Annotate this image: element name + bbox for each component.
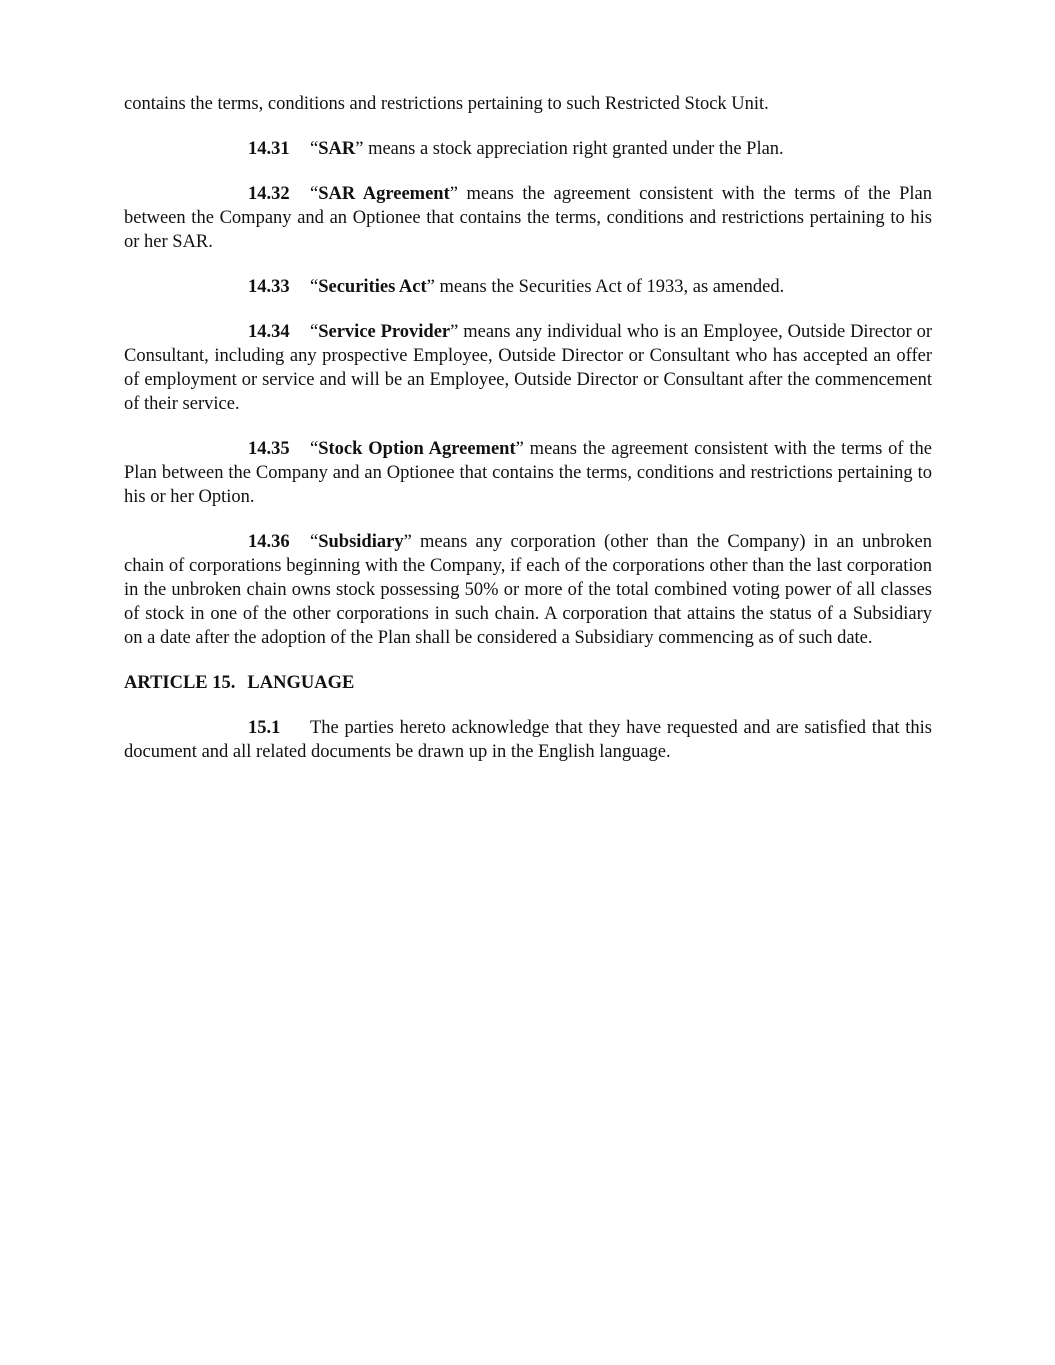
section-number: 14.35 bbox=[248, 439, 290, 459]
close-quote: ” bbox=[450, 322, 459, 342]
definition-14-35 bbox=[124, 437, 932, 509]
open-quote: “ bbox=[310, 277, 319, 297]
article-label: ARTICLE 15. bbox=[124, 673, 236, 693]
open-quote: “ bbox=[310, 139, 319, 159]
section-number: 14.32 bbox=[248, 184, 290, 204]
open-quote: “ bbox=[310, 184, 319, 204]
section-number: 14.33 bbox=[248, 277, 290, 297]
defined-term: Securities Act bbox=[318, 277, 427, 297]
definition-text: means the agreement consistent with the terms of the Plan between the Company and an Optionee that contains the terms, conditions and restrictions pertaining to his or her Option. bbox=[124, 439, 932, 507]
continuation-paragraph: contains the terms, conditions and restrictions pertaining to such Restricted Stock Unit. bbox=[124, 94, 769, 114]
close-quote: ” bbox=[449, 184, 458, 204]
defined-term: Subsidiary bbox=[318, 532, 404, 552]
document-page bbox=[124, 92, 932, 785]
article-title: LANGUAGE bbox=[247, 673, 355, 693]
definition-text: means any individual who is an Employee, Outside Director or Consultant, including any prospective Employee, Outside Director or Consultant who has accepted an offer of employment or service and will be an Employee, Outside Director or Consultant after the commencement of their service. bbox=[124, 322, 932, 414]
defined-term: Stock Option Agreement bbox=[318, 439, 516, 459]
close-quote: ” bbox=[515, 439, 524, 459]
close-quote: ” bbox=[403, 532, 412, 552]
clause-text: The parties hereto acknowledge that they have requested and are satisfied that this document and all related documents be drawn up in the English language. bbox=[124, 718, 932, 762]
close-quote: ” bbox=[426, 277, 435, 297]
open-quote: “ bbox=[310, 322, 319, 342]
article-heading bbox=[124, 671, 932, 695]
definition-14-33 bbox=[124, 275, 932, 299]
section-number: 14.36 bbox=[248, 532, 290, 552]
open-quote: “ bbox=[310, 532, 319, 552]
definition-text: means the Securities Act of 1933, as amended. bbox=[434, 277, 785, 297]
clause-15-1 bbox=[124, 716, 932, 764]
defined-term: SAR Agreement bbox=[318, 184, 450, 204]
defined-term: SAR bbox=[318, 139, 356, 159]
definition-14-36 bbox=[124, 530, 932, 650]
section-number: 14.31 bbox=[248, 139, 290, 159]
definition-text: means any corporation (other than the Company) in an unbroken chain of corporations beginning with the Company, if each of the corporations other than the last corporation in the unbroken chain owns stock possessing 50% or more of the total combined voting power of all classes of stock in one of the other corporations in such chain. A corporation that attains the status of a Subsidiary on a date after the adoption of the Plan shall be considered a Subsidiary commencing as of such date. bbox=[124, 532, 932, 648]
defined-term: Service Provider bbox=[318, 322, 451, 342]
definition-text: means the agreement consistent with the terms of the Plan between the Company and an Optionee that contains the terms, conditions and restrictions pertaining to his or her SAR. bbox=[124, 184, 932, 252]
open-quote: “ bbox=[310, 439, 319, 459]
definition-text: means a stock appreciation right granted under the Plan. bbox=[363, 139, 784, 159]
close-quote: ” bbox=[355, 139, 364, 159]
definition-14-32 bbox=[124, 182, 932, 254]
definition-14-31 bbox=[124, 137, 932, 161]
section-number: 15.1 bbox=[248, 718, 281, 738]
section-number: 14.34 bbox=[248, 322, 290, 342]
definition-14-34 bbox=[124, 320, 932, 416]
